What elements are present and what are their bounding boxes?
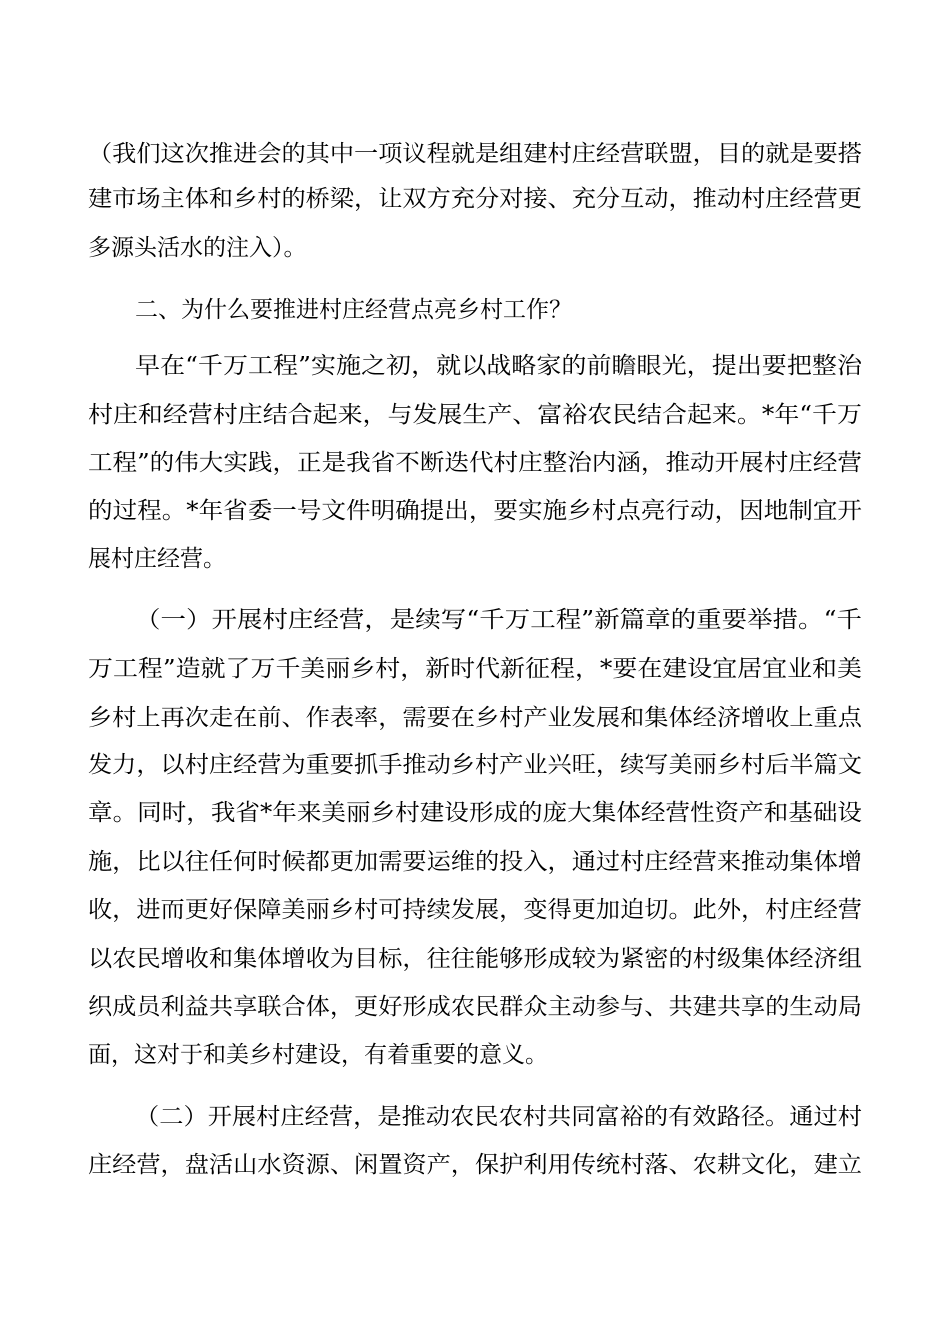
text-line [0,395,950,435]
line-text: 施，比以往任何时候都更加需要运维的投入，通过村庄经营来推动集体增 [88,849,862,875]
text-line [0,1035,950,1075]
line-text: 收，进而更好保障美丽乡村可持续发展，变得更加迫切。此外，村庄经营 [88,897,862,923]
line-text: 织成员利益共享联合体，更好形成农民群众主动参与、共建共享的生动局 [88,994,862,1020]
text-line [0,649,950,689]
line-text: 二、为什么要推进村庄经营点亮乡村工作？ [135,297,572,323]
text-line [0,698,950,738]
text-line [0,890,950,930]
line-text: 工程”的伟大实践，正是我省不断迭代村庄整治内涵，推动开展村庄经营 [88,450,862,476]
text-line [0,987,950,1027]
line-text: 早在“千万工程”实施之初，就以战略家的前瞻眼光，提出要把整治 [135,353,863,379]
line-text: 多源头活水的注入）。 [88,235,307,261]
line-text: 发力，以村庄经营为重要抓手推动乡村产业兴旺，续写美丽乡村后半篇文 [88,752,862,778]
text-line [0,134,950,174]
line-text: （我们这次推进会的其中一项议程就是组建村庄经营联盟，目的就是要搭 [88,141,862,167]
text-line [0,793,950,833]
text-line [0,842,950,882]
line-text: 面，这对于和美乡村建设，有着重要的意义。 [88,1042,548,1068]
line-text: 以农民增收和集体增收为目标，往往能够形成较为紧密的村级集体经济组 [88,946,862,972]
text-line [0,443,950,483]
line-text: 章。同时，我省*年来美丽乡村建设形成的庞大集体经营性资产和基础设 [88,800,862,826]
line-text: 庄经营，盘活山水资源、闲置资产，保护利用传统村落、农耕文化，建立 [88,1152,862,1178]
text-line [0,1097,950,1137]
line-text: 的过程。*年省委一号文件明确提出，要实施乡村点亮行动，因地制宜开 [88,498,862,524]
text-line [0,179,950,219]
line-text: （二）开展村庄经营，是推动农民农村共同富裕的有效路径。通过村 [135,1104,862,1130]
line-text: 建市场主体和乡村的桥梁，让双方充分对接、充分互动，推动村庄经营更 [88,186,862,212]
line-text: 展村庄经营。 [88,546,226,572]
text-line [0,491,950,531]
text-line [0,939,950,979]
text-line [0,539,950,579]
text-line [0,1145,950,1185]
line-text: （一）开展村庄经营，是续写“千万工程”新篇章的重要举措。“千 [135,607,863,633]
text-line [0,228,950,268]
text-line [0,600,950,640]
text-line [0,745,950,785]
section-heading [0,290,950,330]
text-line [0,346,950,386]
line-text: 乡村上再次走在前、作表率，需要在乡村产业发展和集体经济增收上重点 [88,705,862,731]
line-text: 万工程”造就了万千美丽乡村，新时代新征程，*要在建设宜居宜业和美 [88,656,862,682]
line-text: 村庄和经营村庄结合起来，与发展生产、富裕农民结合起来。*年“千万 [88,402,862,428]
